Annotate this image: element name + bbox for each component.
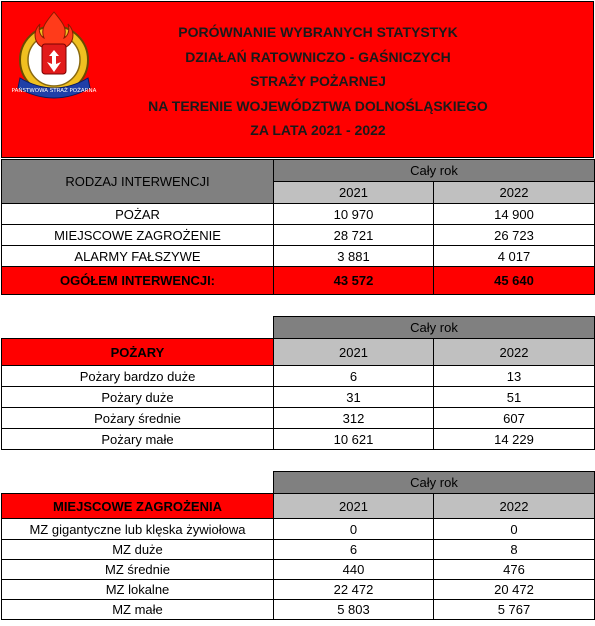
table-row [2, 560, 595, 580]
table-row [2, 580, 595, 600]
row-label: MZ lokalne [2, 580, 274, 600]
title-line: NA TERENIE WOJEWÓDZTWA DOLNOŚLĄSKIEGO [148, 97, 488, 114]
row-label: MZ duże [2, 540, 274, 560]
table-row [2, 540, 595, 560]
year-header-2022: 2022 [434, 339, 595, 366]
value-2022: 8 [434, 540, 595, 560]
fires-table [1, 316, 595, 450]
interventions-table [1, 159, 595, 295]
value-2021: 312 [274, 408, 434, 429]
table-row [2, 366, 595, 387]
year-header-2022: 2022 [434, 182, 595, 204]
value-2021: 6 [274, 540, 434, 560]
year-header-2022: 2022 [434, 494, 595, 519]
value-2021: 22 472 [274, 580, 434, 600]
period-header: Cały rok [274, 160, 595, 182]
value-2022: 14 229 [434, 429, 595, 450]
value-2022: 14 900 [434, 204, 595, 225]
table-row [2, 246, 595, 267]
report-title [98, 20, 538, 143]
value-2021: 3 881 [274, 246, 434, 267]
year-header-2021: 2021 [274, 339, 434, 366]
title-line: DZIAŁAŃ RATOWNICZO - GAŚNICZYCH [185, 48, 451, 65]
value-2021: 0 [274, 519, 434, 540]
intervention-type-header: RODZAJ INTERWENCJI [2, 160, 274, 204]
table-row [2, 408, 595, 429]
value-2021: 10 970 [274, 204, 434, 225]
value-2022: 20 472 [434, 580, 595, 600]
row-label: MZ małe [2, 600, 274, 620]
value-2021: 28 721 [274, 225, 434, 246]
year-header-2021: 2021 [274, 182, 434, 204]
year-header-2021: 2021 [274, 494, 434, 519]
period-header: Cały rok [274, 472, 595, 494]
value-2022: 13 [434, 366, 595, 387]
row-label: Pożary małe [2, 429, 274, 450]
value-2022: 607 [434, 408, 595, 429]
local-hazards-table [1, 471, 595, 620]
period-header: Cały rok [274, 317, 595, 339]
value-2021: 440 [274, 560, 434, 580]
value-2022: 0 [434, 519, 595, 540]
value-2021: 31 [274, 387, 434, 408]
value-2022: 4 017 [434, 246, 595, 267]
title-line: STRAŻY POŻARNEJ [250, 73, 386, 89]
row-label: Pożary bardzo duże [2, 366, 274, 387]
total-label: OGÓŁEM INTERWENCJI: [2, 267, 274, 295]
table-row [2, 204, 595, 225]
value-2022: 26 723 [434, 225, 595, 246]
row-label: Pożary średnie [2, 408, 274, 429]
total-2022: 45 640 [434, 267, 595, 295]
table-row [2, 387, 595, 408]
fire-service-emblem-icon [10, 8, 98, 108]
table-row [2, 600, 595, 620]
value-2021: 6 [274, 366, 434, 387]
emblem-text: PAŃSTWOWA STRAŻ POŻARNA [11, 88, 97, 94]
row-label: Pożary duże [2, 387, 274, 408]
total-2021: 43 572 [274, 267, 434, 295]
row-label: MIEJSCOWE ZAGROŻENIE [2, 225, 274, 246]
row-label: ALARMY FAŁSZYWE [2, 246, 274, 267]
title-line: ZA LATA 2021 - 2022 [250, 122, 386, 138]
table-row [2, 225, 595, 246]
row-label: MZ średnie [2, 560, 274, 580]
total-row [2, 267, 595, 295]
value-2022: 5 767 [434, 600, 595, 620]
header-banner [1, 1, 594, 158]
value-2022: 476 [434, 560, 595, 580]
row-label: MZ gigantyczne lub klęska żywiołowa [2, 519, 274, 540]
table-row [2, 429, 595, 450]
value-2022: 51 [434, 387, 595, 408]
hazards-section-title: MIEJSCOWE ZAGROŻENIA [2, 494, 274, 519]
table-row [2, 519, 595, 540]
row-label: POŻAR [2, 204, 274, 225]
value-2021: 5 803 [274, 600, 434, 620]
fires-section-title: POŻARY [2, 339, 274, 366]
title-line: PORÓWNANIE WYBRANYCH STATYSTYK [178, 24, 458, 40]
value-2021: 10 621 [274, 429, 434, 450]
